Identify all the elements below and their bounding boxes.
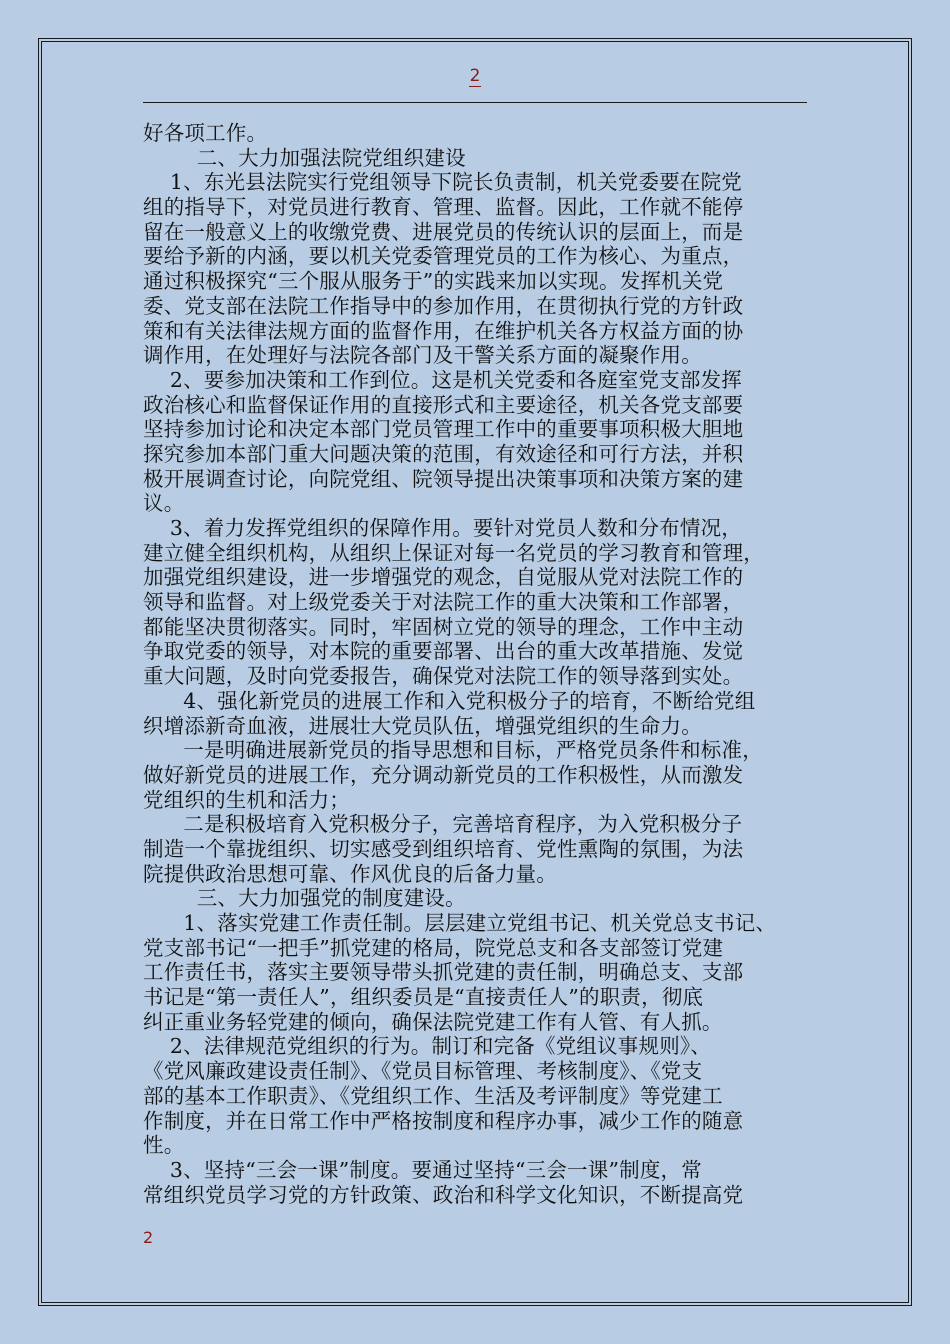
text-line: 常组织党员学习党的方针政策、政治和科学文化知识，不断提高党 [143,1182,744,1207]
text-line: 极开展调查讨论，向院党组、院领导提出决策事项和决策方案的建 [143,466,744,491]
text-line: 二是积极培育入党积极分子，完善培育程序，为入党积极分子 [143,812,743,837]
text-line: 留在一般意义上的收缴党费、进展党员的传统认识的层面上，而是 [143,219,744,244]
text-line: 好各项工作。 [143,121,268,145]
text-line: 重大问题，及时向党委报告，确保党对法院工作的领导落到实处。 [143,664,744,689]
text-line: 建立健全组织机构，从组织上保证对每一名党员的学习教育和管理， [143,540,764,565]
text-line: 2、要参加决策和工作到位。这是机关党委和各庭室党支部发挥 [143,367,743,392]
text-line: 1、东光县法院实行党组领导下院长负责制，机关党委要在院党 [143,170,743,195]
text-line: 《党风廉政建设责任制》、《党员目标管理、考核制度》、《党支 [143,1059,703,1084]
text-line: 加强党组织建设，进一步增强党的观念，自觉服从党对法院工作的 [143,565,744,590]
footer-page-number: 2 [143,1228,154,1247]
text-line: 一是明确进展新党员的指导思想和目标，严格党员条件和标准， [143,738,763,763]
text-line: 调作用，在处理好与法院各部门及干警关系方面的凝聚作用。 [143,343,702,368]
text-line: 部的基本工作职责》、《党组织工作、生活及考评制度》等党建工 [143,1083,723,1108]
text-line: 争取党委的领导，对本院的重要部署、出台的重大改革措施、发觉 [143,639,744,664]
header-page-number-text: 2 [469,66,481,86]
text-line: 都能坚决贯彻落实。同时，牢固树立党的领导的理念，工作中主动 [143,614,744,639]
text-line: 做好新党员的进展工作，充分调动新党员的工作积极性，从而激发 [143,762,744,787]
text-line: 工作责任书，落实主要领导带头抓党建的责任制，明确总支、支部 [143,960,744,985]
text-line: 2、法律规范党组织的行为。制订和完备《党组议事规则》、 [143,1034,712,1059]
text-line: 院提供政治思想可靠、作风优良的后备力量。 [143,861,557,886]
text-line: 组的指导下，对党员进行教育、管理、监督。因此，工作就不能停 [143,195,744,220]
text-line: 政治核心和监督保证作用的直接形式和主要途径，机关各党支部要 [143,392,744,417]
text-line: 制造一个靠拢组织、切实感受到组织培育、党性熏陶的氛围，为法 [143,836,744,861]
document-body [143,121,819,1207]
header-rule [143,102,807,103]
text-line: 委、党支部在法院工作指导中的参加作用，在贯彻执行党的方针政 [143,293,744,318]
text-line: 纠正重业务轻党建的倾向，确保法院党建工作有人管、有人抓。 [143,1009,723,1034]
text-line: 三、大力加强党的制度建设。 [143,886,466,911]
text-line: 党组织的生机和活力； [143,787,350,812]
text-line: 议。 [143,491,185,516]
text-line: 性。 [143,1133,185,1158]
text-line: 策和有关法律法规方面的监督作用，在维护机关各方权益方面的协 [143,318,744,343]
text-line: 1、落实党建工作责任制。层层建立党组书记、机关党总支书记、 [143,911,777,935]
text-line: 织增添新奇血液，进展壮大党员队伍，增强党组织的生命力。 [143,713,702,738]
text-line: 4、强化新党员的进展工作和入党积极分子的培育，不断给党组 [143,688,756,713]
text-line: 探究参加本部门重大问题决策的范围，有效途径和可行方法，并积 [143,441,744,466]
text-line: 二、大力加强法院党组织建设 [143,145,466,170]
text-line: 党支部书记“一把手”抓党建的格局，院党总支和各支部签订党建 [143,935,724,960]
text-line: 作制度，并在日常工作中严格按制度和程序办事，减少工作的随意 [143,1108,744,1133]
text-line: 3、着力发挥党组织的保障作用。要针对党员人数和分布情况， [143,516,743,540]
header-page-number [0,66,950,86]
text-line: 3、坚持“三会一课”制度。要通过坚持“三会一课”制度，常 [143,1157,702,1182]
text-line: 要给予新的内涵，要以机关党委管理党员的工作为核心、为重点， [143,244,744,269]
text-line: 通过积极探究“三个服从服务于”的实践来加以实现。发挥机关党 [143,269,724,294]
text-line: 坚持参加讨论和决定本部门党员管理工作中的重要事项积极大胆地 [143,417,744,442]
text-line: 领导和监督。对上级党委关于对法院工作的重大决策和工作部署， [143,590,744,615]
text-line: 书记是“第一责任人”，组织委员是“直接责任人”的职责，彻底 [143,985,704,1010]
